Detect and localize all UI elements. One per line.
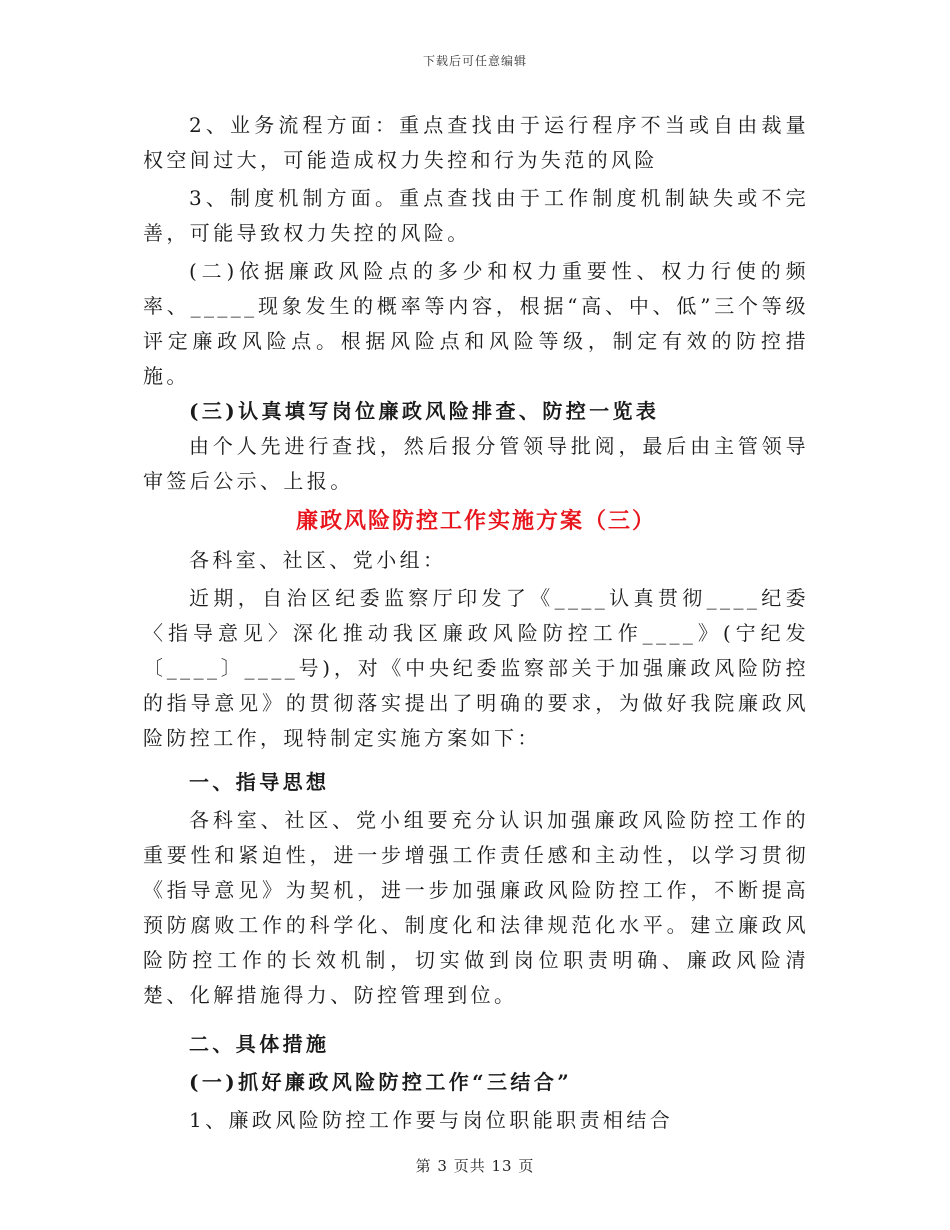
paragraph-background: 近期，自治区纪委监察厅印发了《____认真贯彻____纪委〈指导意见〉深化推动我区廉政风险防控工作____》(宁纪发〔____〕____号)，对《中央纪委监察部关于加强廉政风险防控的指导意见》的贯彻落实提出了明确的要求，为做好我院廉政风险防控工作，现特制定实施方案如下： xyxy=(143,586,809,750)
paragraph-risk-rating: (二)依据廉政风险点的多少和权力重要性、权力行使的频率、_____现象发生的概率等内容，根据“高、中、低”三个等级评定廉政风险点。根据风险点和风险等级，制定有效的防控措施。 xyxy=(143,259,809,388)
heading-specific-measures: 二、具体措施 xyxy=(189,1032,330,1056)
page-header-note: 下载后可任意编辑 xyxy=(422,54,527,68)
heading-guiding-ideology: 一、指导思想 xyxy=(189,770,330,794)
paragraph-salutation: 各科室、社区、党小组： xyxy=(189,548,447,572)
heading-fill-in-table: (三)认真填写岗位廉政风险排查、防控一览表 xyxy=(189,399,660,423)
paragraph-system-mechanism: 3、制度机制方面。重点查找由于工作制度机制缺失或不完善，可能导致权力失控的风险。 xyxy=(143,186,809,245)
page-number: 第 3 页共 13 页 xyxy=(415,1157,535,1175)
paragraph-combination-one: 1、廉政风险防控工作要与岗位职能职责相结合 xyxy=(189,1108,674,1132)
section-title: 廉政风险防控工作实施方案（三） xyxy=(295,508,656,534)
paragraph-report-procedure: 由个人先进行查找，然后报分管领导批阅，最后由主管领导审签后公示、上报。 xyxy=(143,434,809,493)
paragraph-guiding-ideology: 各科室、社区、党小组要充分认识加强廉政风险防控工作的重要性和紧迫性，进一步增强工作责任感和主动性，以学习贯彻《指导意见》为契机，进一步加强廉政风险防控工作，不断提高预防腐败工作的科学化、制度化和法律规范化水平。建立廉政风险防控工作的长效机制，切实做到岗位职责明确、廉政风险清楚、化解措施得力、防控管理到位。 xyxy=(143,808,809,1007)
paragraph-business-process: 2、业务流程方面：重点查找由于运行程序不当或自由裁量权空间过大，可能造成权力失控和行为失范的风险 xyxy=(143,113,809,172)
document-body xyxy=(143,108,809,1138)
heading-three-combinations: (一)抓好廉政风险防控工作“三结合” xyxy=(189,1070,573,1094)
